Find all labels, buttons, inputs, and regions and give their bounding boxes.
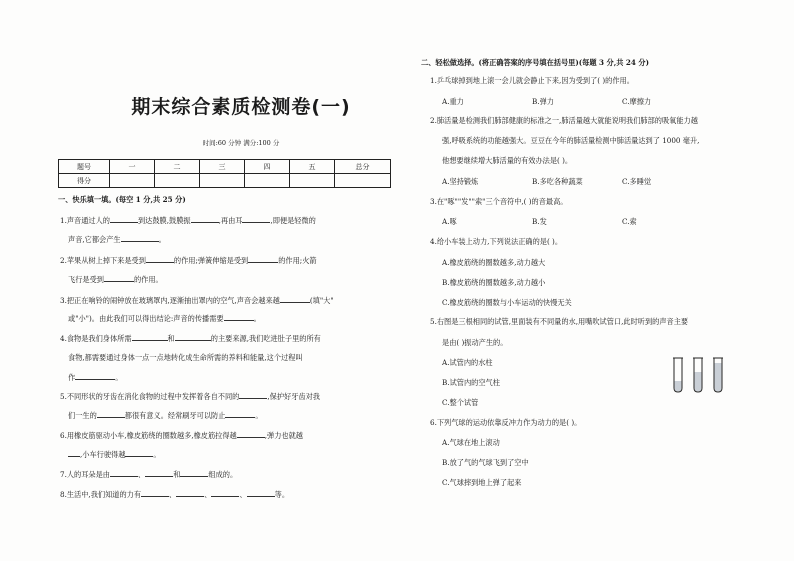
section1-heading: 一、快乐填一填。(每空 1 分,共 25 分)	[58, 195, 186, 204]
question-5: 5.不同形状的牙齿在消化食物的过程中发挥着各自不同的 ,保护好牙齿对我	[60, 392, 320, 401]
score-cell[interactable]	[245, 174, 290, 188]
answer-blank[interactable]	[141, 489, 169, 497]
score-table	[58, 159, 391, 188]
score-header-cell: 总分	[335, 160, 391, 174]
test-tube-1-icon	[673, 357, 683, 393]
answer-blank[interactable]	[146, 255, 174, 263]
choice-option-a[interactable]: A.重力	[442, 97, 464, 106]
choice-question-2-cont: 他想要继续增大肺活量的有效办法是( )。	[442, 156, 573, 165]
question-3-cont: 或"小")。由此我们可以得出结论:声音的传播需要 。	[68, 314, 261, 323]
answer-blank[interactable]	[191, 215, 219, 223]
answer-blank[interactable]	[104, 274, 134, 282]
score-cell[interactable]	[110, 174, 155, 188]
score-header-cell: 一	[110, 160, 155, 174]
question-2: 2.苹果从树上掉下来是受到 的作用;弹簧伸缩是受到 的作用;火箭	[60, 256, 317, 265]
score-cell[interactable]	[155, 174, 200, 188]
question-2-cont: 飞行是受到 的作用。	[68, 275, 163, 284]
answer-blank[interactable]	[224, 313, 254, 321]
choice-option-b[interactable]: B.放了气的气球飞到了空中	[442, 458, 529, 467]
choice-option-c[interactable]: C.整个试管	[442, 398, 479, 407]
choice-option-b[interactable]: B.多吃各种蔬菜	[532, 177, 583, 186]
question-6: 6.用橡皮筋驱动小车,橡皮筋绕的圈数越多,橡皮筋拉得越 ,弹力也就越	[60, 431, 303, 440]
score-cell[interactable]	[290, 174, 335, 188]
answer-blank[interactable]	[176, 489, 204, 497]
test-tube-3-icon	[713, 357, 723, 393]
question-3: 3.把正在响铃的闹钟放在玻璃罩内,逐渐抽出罩内的空气,声音会越来越 (填"大"	[60, 296, 334, 305]
question-5-cont: 们一生的 都很有意义。经常刷牙可以防止 。	[68, 411, 263, 420]
choice-question-3: 3.在"啄""发""索"三个音符中,( )的音最高。	[430, 197, 568, 206]
choice-option-b[interactable]: B.试管内的空气柱	[442, 378, 500, 387]
choice-question-4: 4.给小车装上动力,下列说法正确的是( )。	[430, 237, 563, 246]
choice-option-c[interactable]: C.索	[622, 217, 637, 226]
choice-option-a[interactable]: A.试管内的水柱	[442, 358, 493, 367]
answer-blank[interactable]	[180, 469, 208, 477]
question-1: 1.声音通过人的 到达鼓膜,鼓膜振 ,再由耳 ,即便是轻微的	[60, 216, 316, 225]
answer-blank[interactable]	[145, 469, 173, 477]
choice-option-c[interactable]: C.橡皮筋绕的圈数与小车运动的快慢无关	[442, 298, 572, 307]
score-header-cell: 三	[200, 160, 245, 174]
answer-blank[interactable]	[68, 449, 80, 457]
choice-option-a[interactable]: A.啄	[442, 217, 457, 226]
answer-blank[interactable]	[211, 489, 239, 497]
score-cell[interactable]	[200, 174, 245, 188]
choice-question-5-cont: 是由( )振动产生的。	[442, 338, 508, 347]
answer-blank[interactable]	[97, 410, 125, 418]
exam-meta: 时间:60 分钟 满分:100 分	[202, 139, 280, 147]
choice-question-2: 2.肺活量是检测我们肺部健康的标准之一,肺活量越大就能说明我们肺部的吸氧能力越	[430, 116, 698, 125]
answer-blank[interactable]	[110, 469, 138, 477]
answer-blank[interactable]	[280, 295, 310, 303]
score-header-cell: 四	[245, 160, 290, 174]
choice-option-b[interactable]: B.发	[532, 217, 547, 226]
choice-option-c[interactable]: C.多睡觉	[622, 177, 652, 186]
answer-blank[interactable]	[75, 372, 115, 380]
choice-question-6: 6.下列气球的运动依靠反冲力作为动力的是( )。	[430, 418, 582, 427]
choice-option-a[interactable]: A.气球在地上滚动	[442, 438, 500, 447]
choice-option-b[interactable]: B.弹力	[532, 97, 554, 106]
choice-question-1: 1.乒乓球掉到地上滚一会儿就会静止下来,因为受到了( )的作用。	[430, 76, 634, 85]
choice-option-a[interactable]: A.坚持锻炼	[442, 177, 479, 186]
question-4-cont2: 作 。	[68, 373, 123, 382]
question-6-cont: ,小车行驶得越 。	[68, 449, 161, 459]
answer-blank[interactable]	[121, 234, 159, 242]
section2-heading: 二、轻松做选择。(将正确答案的序号填在括号里)(每题 3 分,共 24 分)	[421, 58, 649, 67]
question-4-cont: 食物,都需要通过身体一点一点地转化成生命所需的养料和能量,这个过程叫	[68, 353, 303, 362]
question-7: 7.人的耳朵是由 、 和 组成的。	[60, 470, 238, 479]
question-1-cont: 声音,它都会产生 。	[68, 235, 166, 244]
choice-option-a[interactable]: A.橡皮筋绕的圈数越多,动力越大	[442, 258, 546, 267]
score-table-header-row	[59, 160, 391, 174]
test-tube-2-icon	[693, 357, 703, 393]
choice-option-c[interactable]: C.摩擦力	[622, 97, 652, 106]
choice-question-2-cont: 强,呼吸系统的功能越强大。豆豆在今年的肺活量检测中肺活量达到了 1000 毫升,	[442, 136, 700, 145]
answer-blank[interactable]	[110, 215, 138, 223]
exam-title: 期末综合素质检测卷(一)	[131, 96, 351, 118]
answer-blank[interactable]	[125, 449, 153, 457]
answer-blank[interactable]	[225, 410, 255, 418]
score-header-cell: 二	[155, 160, 200, 174]
choice-option-b[interactable]: B.橡皮筋绕的圈数越多,动力越小	[442, 278, 546, 287]
answer-blank[interactable]	[175, 333, 211, 341]
score-cell[interactable]	[335, 174, 391, 188]
question-4: 4.食物是我们身体所需 和 的主要来源,我们吃进肚子里的所有	[60, 334, 321, 343]
answer-blank[interactable]	[248, 255, 278, 263]
answer-blank[interactable]	[239, 391, 267, 399]
score-row-label: 得分	[59, 174, 110, 188]
answer-blank[interactable]	[242, 215, 270, 223]
answer-blank[interactable]	[237, 430, 265, 438]
answer-blank[interactable]	[247, 489, 275, 497]
question-8: 8.生活中,我们知道的力有 、 、 、 等。	[60, 490, 290, 499]
score-table-row	[59, 174, 391, 188]
choice-question-5: 5.右图是三根相同的试管,里面装有不同量的水,用嘴吹试管口,此时听到的声音主要	[430, 317, 689, 326]
answer-blank[interactable]	[132, 333, 168, 341]
choice-option-c[interactable]: C.气球摔到地上弹了起来	[442, 478, 522, 487]
score-header-cell: 题号	[59, 160, 110, 174]
score-header-cell: 五	[290, 160, 335, 174]
